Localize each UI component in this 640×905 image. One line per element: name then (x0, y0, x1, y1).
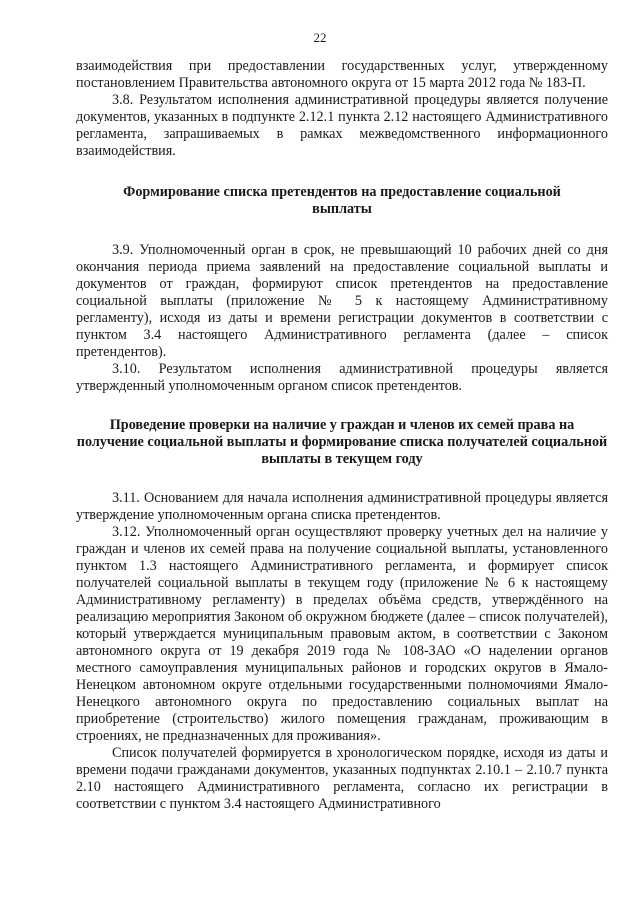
paragraph-3-8: 3.8. Результатом исполнения административной процедуры является получение документов, указанных в подпункте 2.12.1 пункта 2.12 настоящего Административного регламента, запрашиваемых в рамках межведомственного информационного взаимодействия. (76, 92, 608, 159)
page-number: 22 (313, 30, 327, 45)
section-heading-candidates-list: Формирование списка претендентов на предоставление социальной выплаты (123, 184, 561, 217)
paragraph-recipients-list: Список получателей формируется в хронологическом порядке, исходя из даты и времени подачи гражданами документов, указанных подпунктах 2.10.1 – 2.10.7 пункта 2.10 настоящего Административного регламента, согласно их регистрации в соответствии с пунктом 3.4 настоящего Административного (76, 745, 608, 812)
paragraph-3-10: 3.10. Результатом исполнения административной процедуры является утвержденный уполномоченным органом список претендентов. (76, 361, 608, 394)
paragraph-3-12: 3.12. Уполномоченный орган осуществляют проверку учетных дел на наличие у граждан и членов их семей права на получение социальной выплаты, установленного пунктом 1.3 настоящего Административного регламента, и формирует список получателей социальной выплаты в текущем году (приложение № 6 к настоящему Административному регламенту) в пределах объёма средств, утверждённого на реализацию мероприятия Законом об окружном бюджете (далее – список получателей), который утверждается муниципальным правовым актом, в соответствии с Законом автономного округа от 19 декабря 2019 года № 108-ЗАО «О наделении органов местного самоуправления муниципальных районов и городских округов в Ямало-Ненецком автономном округе отдельными государственными полномочиями Ямало-Ненецкого автономного округа по предоставлению социальных выплат на приобретение (строительство) жилого помещения гражданам, проживающим в строениях, не предназначенных для проживания». (76, 524, 608, 744)
section-heading-eligibility-check: Проведение проверки на наличие у граждан и членов их семей права на получение социальной выплаты и формирование списка получателей социальной выплаты в текущем году (76, 417, 608, 467)
paragraph-continuation: взаимодействия при предоставлении государственных услуг, утвержденному постановлением Правительства автономного округа от 15 марта 2012 года № 183-П. (76, 58, 608, 91)
document-body (76, 58, 608, 813)
paragraph-3-11: 3.11. Основанием для начала исполнения административной процедуры является утверждение уполномоченным органа списка претендентов. (76, 490, 608, 523)
paragraph-3-9: 3.9. Уполномоченный орган в срок, не превышающий 10 рабочих дней со дня окончания периода приема заявлений на предоставление социальной выплаты и документов от граждан, формируют список претендентов на предоставление социальной выплаты (приложение № 5 к настоящему Административному регламенту), исходя из даты и времени регистрации документов в соответствии с пунктом 3.4 настоящего Административного регламента (далее – список претендентов). (76, 242, 608, 360)
